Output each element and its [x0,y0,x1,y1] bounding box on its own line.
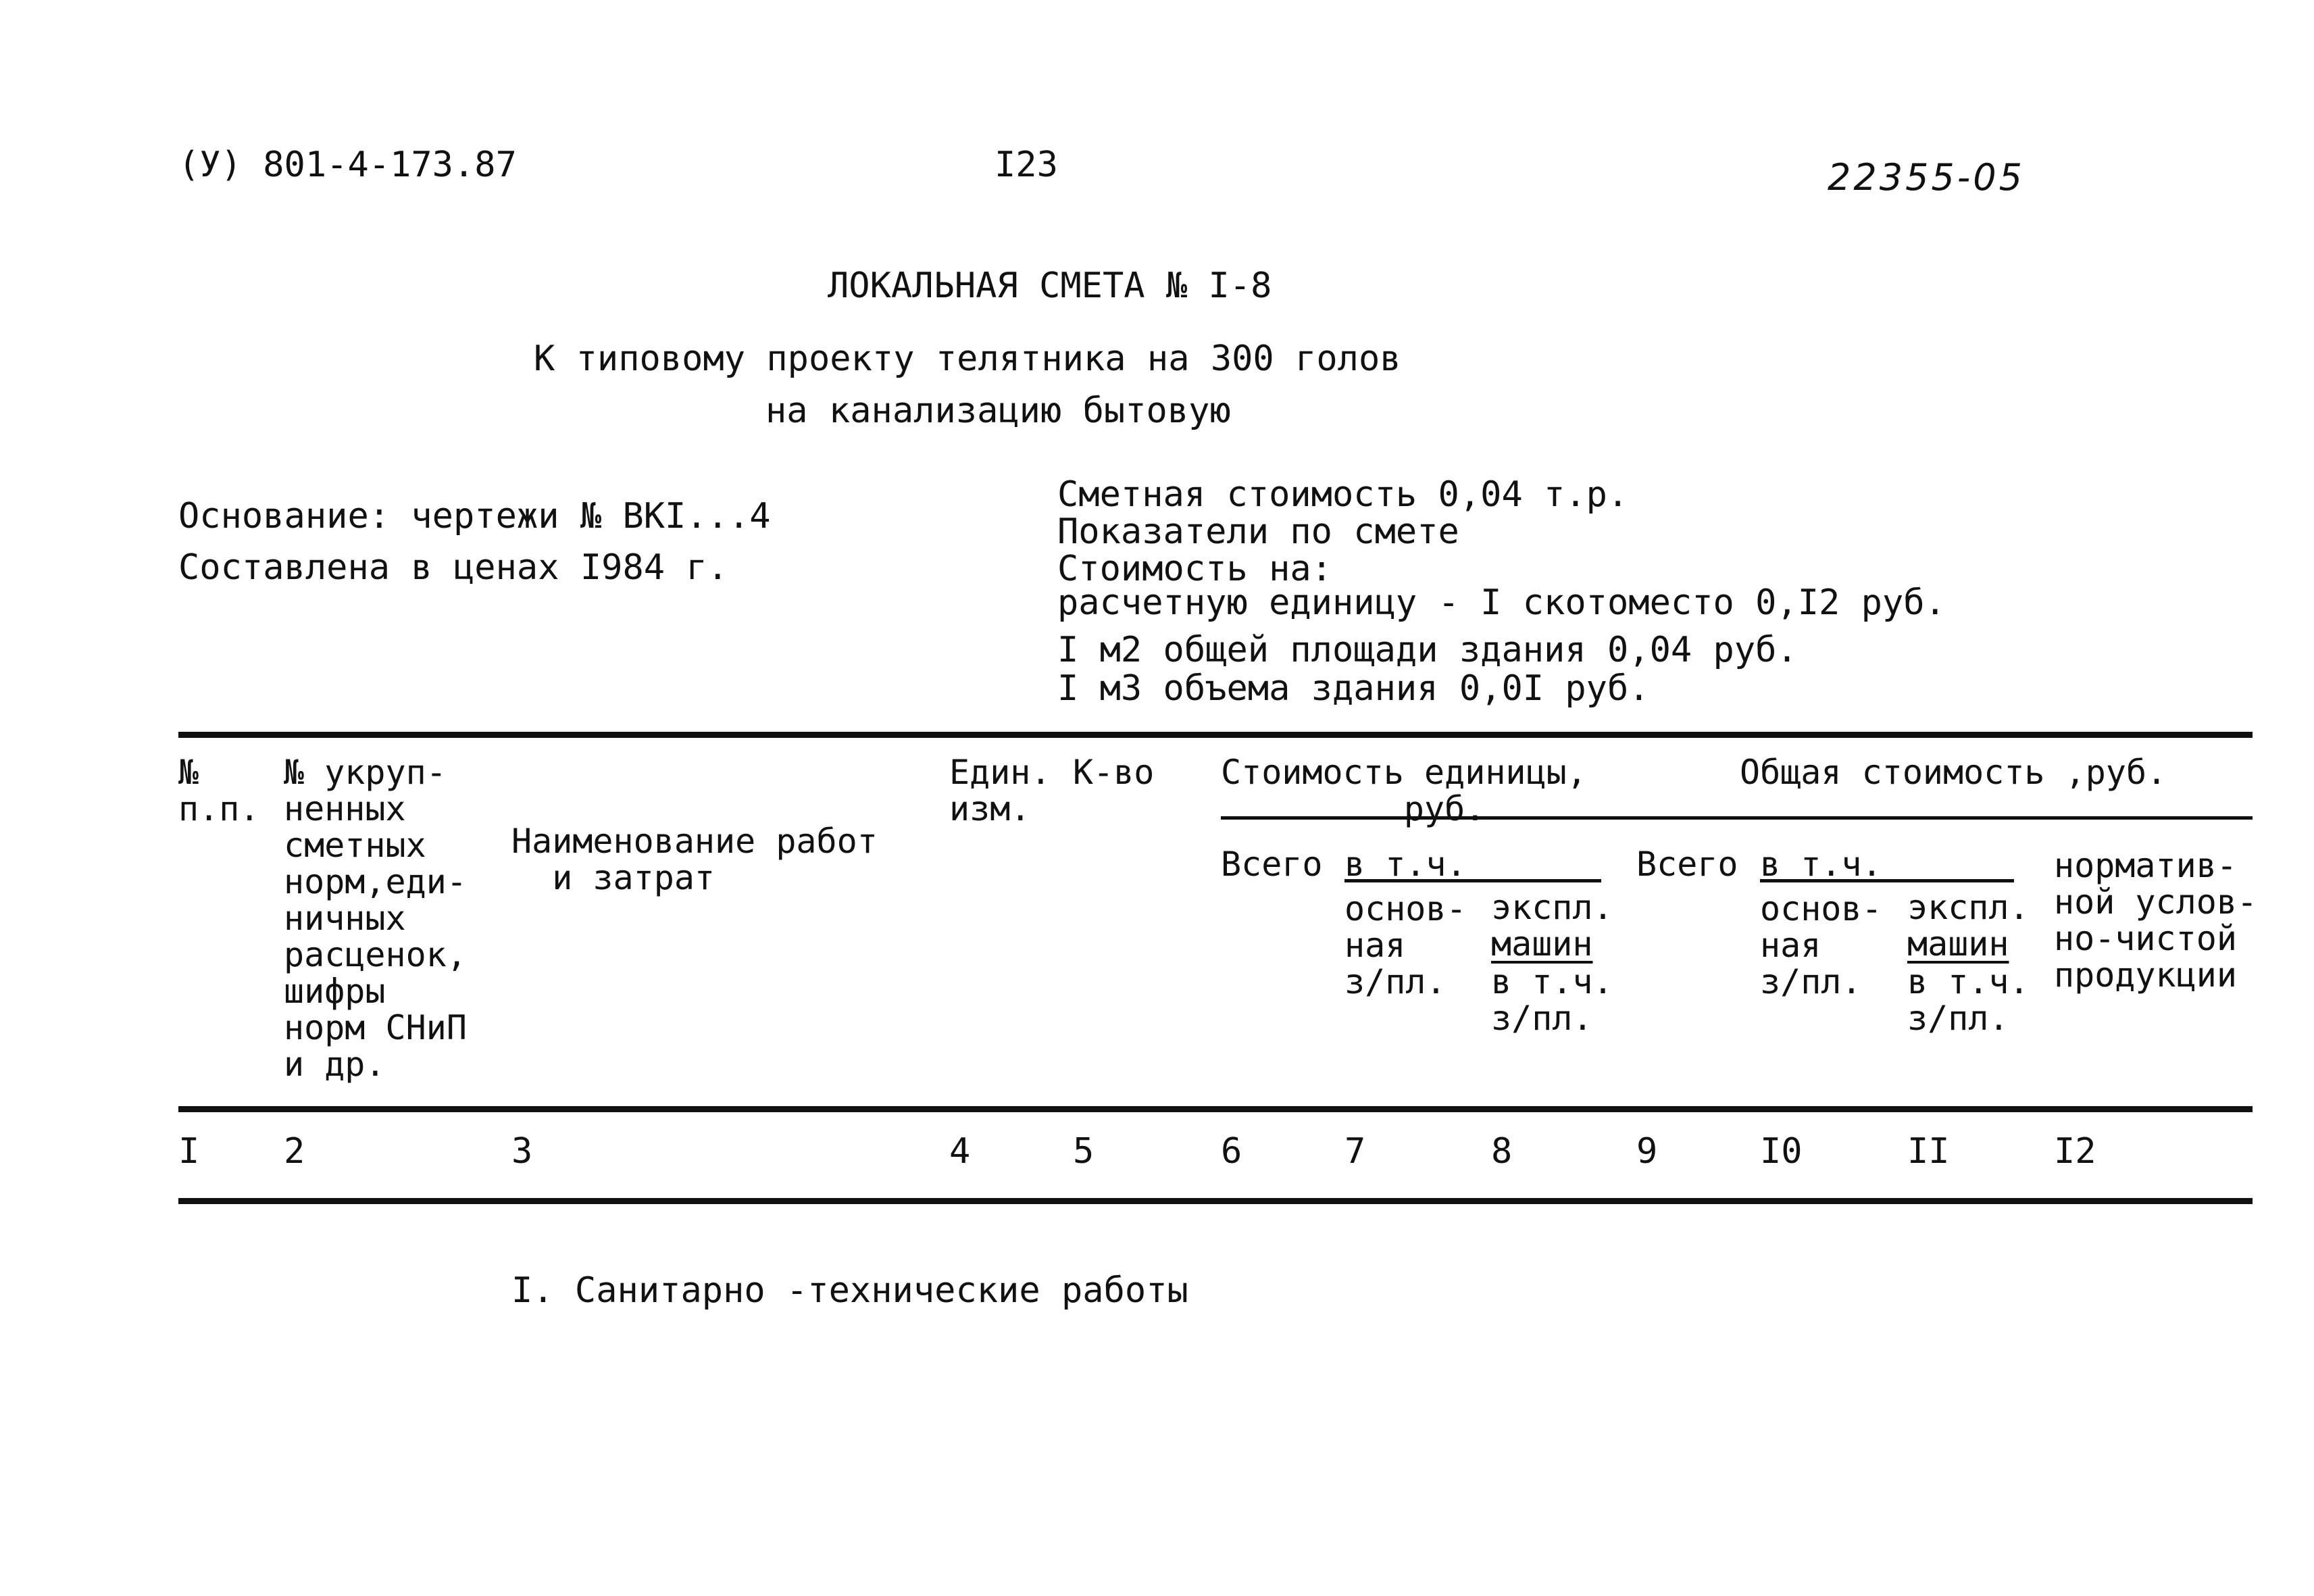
header-bottom-rule [178,1106,2253,1112]
indicators-label: Показатели по смете [1057,512,1459,552]
col-header-total-total: Всего [1636,845,1738,884]
col-header-unit-base-wage: основ- ная з/пл. [1344,889,1467,1001]
column-number-12: I2 [2054,1131,2096,1172]
col-header-norms: № укруп- ненных сметных норм,еди- ничных расценок, шифры норм СНиП и др. [284,753,467,1084]
column-number-11: II [1907,1131,1950,1172]
col-header-unit-vtch: в т.ч. [1344,845,1467,884]
basis-prices: Составлена в ценах I984 г. [178,547,728,588]
column-number-7: 7 [1344,1131,1366,1172]
column-number-9: 9 [1636,1131,1658,1172]
column-number-10: I0 [1760,1131,1803,1172]
column-number-5: 5 [1073,1131,1095,1172]
work-subtitle: на канализацию бытовую [765,391,1231,431]
col-header-name: Наименование работ и затрат [511,822,878,897]
basis-drawings: Основание: чертежи № ВКI...4 [178,496,771,537]
column-number-3: 3 [511,1131,533,1172]
col-header-total-vtch: в т.ч. [1760,845,1882,884]
col-header-number: № п.п. [178,753,260,828]
col-header-unit-machine-label: экспл. [1491,888,1613,927]
col-header-unit-cost: Стоимость единицы, руб. [1221,753,1587,828]
section-title: I. Санитарно -технические работы [511,1270,1188,1311]
cost-per-label: Стоимость на: [1057,549,1332,589]
col-header-unit-total: Всего [1221,845,1323,884]
col-header-total-machine-label: экспл. [1907,888,2030,927]
document-title: ЛОКАЛЬНАЯ СМЕТА № I-8 [828,266,1272,306]
table-top-rule [178,732,2253,738]
project-subtitle: К типовому проекту телятника на 300 голов [534,339,1401,379]
col-header-total-cost: Общая стоимость ,руб. [1740,753,2167,792]
col-header-quantity: К-во [1073,753,1155,792]
col-header-total-machine-wage: в т.ч. з/пл. [1907,962,2030,1038]
col-header-unit-machines: машин [1491,924,1593,964]
col-header-unit: Един. изм. [949,753,1051,828]
col-header-unit-machine-wage: в т.ч. з/пл. [1491,962,1613,1038]
estimated-cost: Сметная стоимость 0,04 т.р. [1057,474,1629,515]
cost-per-unit: расчетную единицу - I скотоместо 0,I2 руб. [1057,582,1946,623]
column-number-4: 4 [949,1131,971,1172]
column-number-8: 8 [1491,1131,1513,1172]
col-header-total-machines: машин [1907,924,2009,964]
column-numbers-rule [178,1198,2253,1204]
col-header-total-base-wage: основ- ная з/пл. [1760,889,1882,1001]
cost-per-m3: I м3 объема здания 0,0I руб. [1057,668,1650,709]
page-number: I23 [995,145,1058,185]
col-header-normative-product: норматив- ной услов- но-чистой продукции [2054,846,2258,995]
cost-per-m2: I м2 общей площади здания 0,04 руб. [1057,630,1798,670]
column-number-2: 2 [284,1131,305,1172]
archive-number: 22355-05 [1828,156,2025,199]
column-number-1: I [178,1131,200,1172]
document-code: (У) 801-4-173.87 [178,145,517,185]
column-number-6: 6 [1221,1131,1242,1172]
